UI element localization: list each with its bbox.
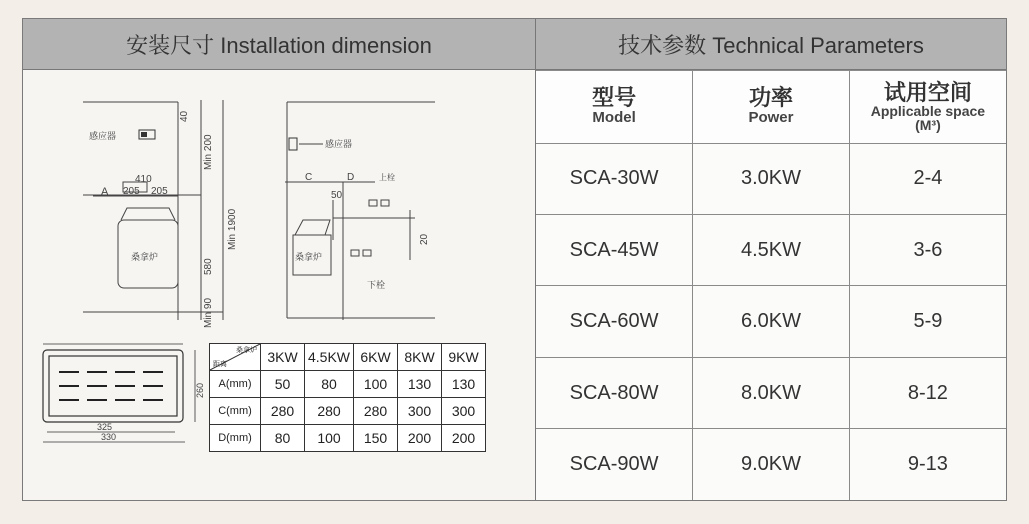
model-cell: SCA-90W — [536, 429, 693, 500]
dim-top: 40 — [179, 110, 190, 122]
dim-width-total: 410 — [135, 174, 152, 185]
table-row — [536, 143, 1006, 214]
dim-table-row — [210, 425, 486, 452]
heater-label-side: 桑拿炉 — [295, 252, 323, 262]
dim-c-label: C — [305, 172, 313, 183]
power-header-cn: 功率 — [748, 85, 793, 111]
space-cell: 5-9 — [849, 286, 1006, 357]
sensor-icon-side — [289, 138, 297, 150]
dimension-table-corner — [210, 344, 261, 371]
table-row — [536, 357, 1006, 428]
power-header-en: Power — [748, 109, 794, 127]
parameters-table — [536, 70, 1006, 500]
dim-row-label: A(mm) — [210, 371, 261, 398]
dim-min1900: Min 1900 — [227, 208, 238, 250]
dim-a1: 205 — [123, 186, 140, 197]
model-header-en: Model — [592, 109, 636, 127]
table-row — [536, 429, 1006, 500]
dim-cell: 100 — [305, 425, 354, 452]
technical-parameters — [536, 70, 1006, 500]
dim-330: 330 — [101, 432, 117, 442]
side-elevation-drawing — [285, 100, 435, 330]
dim-325: 325 — [97, 422, 113, 432]
sensor-label: 感应器 — [89, 131, 117, 141]
dim-row-label: D(mm) — [210, 425, 261, 452]
dim-50: 50 — [331, 190, 343, 201]
technical-header: 技术参数 Technical Parameters — [536, 19, 1006, 70]
model-cell: SCA-45W — [536, 214, 693, 285]
power-cell: 6.0KW — [693, 286, 850, 357]
dim-col-header: 8KW — [398, 344, 442, 371]
dim-cell: 50 — [261, 371, 305, 398]
dim-table-row — [210, 371, 486, 398]
dim-cell: 80 — [305, 371, 354, 398]
space-cell: 8-12 — [849, 357, 1006, 428]
sensor-label-side: 感应器 — [325, 139, 353, 149]
model-cell: SCA-60W — [536, 286, 693, 357]
dim-table-row — [210, 398, 486, 425]
corner-bottom: 距离 — [213, 361, 227, 368]
dim-cell: 130 — [398, 371, 442, 398]
model-header-cn: 型号 — [592, 85, 637, 111]
power-cell: 9.0KW — [693, 429, 850, 500]
dimension-table-header — [210, 344, 486, 371]
dim-cell: 280 — [305, 398, 354, 425]
space-cell: 9-13 — [849, 429, 1006, 500]
dim-a2: 205 — [151, 186, 168, 197]
dim-cell: 130 — [442, 371, 486, 398]
dim-col-header: 6KW — [354, 344, 398, 371]
dimension-table — [209, 343, 486, 452]
dim-d-label: D — [347, 172, 355, 183]
dim-cell: 300 — [442, 398, 486, 425]
lower-label: 下栓 — [367, 280, 386, 290]
dim-580: 580 — [203, 258, 214, 275]
space-header-en: Applicable space — [870, 102, 986, 119]
dim-cell: 100 — [354, 371, 398, 398]
model-column-header — [536, 71, 693, 144]
space-header-unit: (M³) — [915, 116, 941, 133]
dim-row-label: C(mm) — [210, 398, 261, 425]
space-cell: 2-4 — [849, 143, 1006, 214]
heater-label-front: 桑拿炉 — [131, 252, 159, 262]
corner-top: 桑拿炉 — [236, 347, 257, 354]
dim-cell: 80 — [261, 425, 305, 452]
dim-20: 20 — [419, 233, 430, 245]
dim-col-header: 3KW — [261, 344, 305, 371]
dim-min90: Min 90 — [203, 297, 214, 328]
spec-sheet — [22, 18, 1007, 501]
dim-a-label: A — [101, 186, 109, 198]
parameters-header-row — [536, 71, 1006, 144]
power-cell: 4.5KW — [693, 214, 850, 285]
dim-col-header: 9KW — [442, 344, 486, 371]
model-cell: SCA-30W — [536, 143, 693, 214]
dim-cell: 200 — [442, 425, 486, 452]
dim-col-header: 4.5KW — [305, 344, 354, 371]
table-row — [536, 286, 1006, 357]
dim-min200: Min 200 — [203, 134, 214, 170]
dim-260: 260 — [195, 382, 205, 398]
model-cell: SCA-80W — [536, 357, 693, 428]
top-view-drawing — [35, 340, 205, 450]
dim-cell: 280 — [354, 398, 398, 425]
power-cell: 3.0KW — [693, 143, 850, 214]
dim-cell: 200 — [398, 425, 442, 452]
table-row — [536, 214, 1006, 285]
installation-pane — [23, 70, 536, 500]
space-column-header — [849, 71, 1006, 144]
dim-cell: 150 — [354, 425, 398, 452]
space-cell: 3-6 — [849, 214, 1006, 285]
installation-header: 安装尺寸 Installation dimension — [23, 19, 536, 70]
dim-cell: 280 — [261, 398, 305, 425]
power-cell: 8.0KW — [693, 357, 850, 428]
power-column-header — [693, 71, 850, 144]
space-header-cn: 试用空间 — [883, 79, 972, 105]
front-elevation-drawing — [83, 100, 263, 330]
upper-label: 上栓 — [379, 173, 395, 182]
dim-cell: 300 — [398, 398, 442, 425]
